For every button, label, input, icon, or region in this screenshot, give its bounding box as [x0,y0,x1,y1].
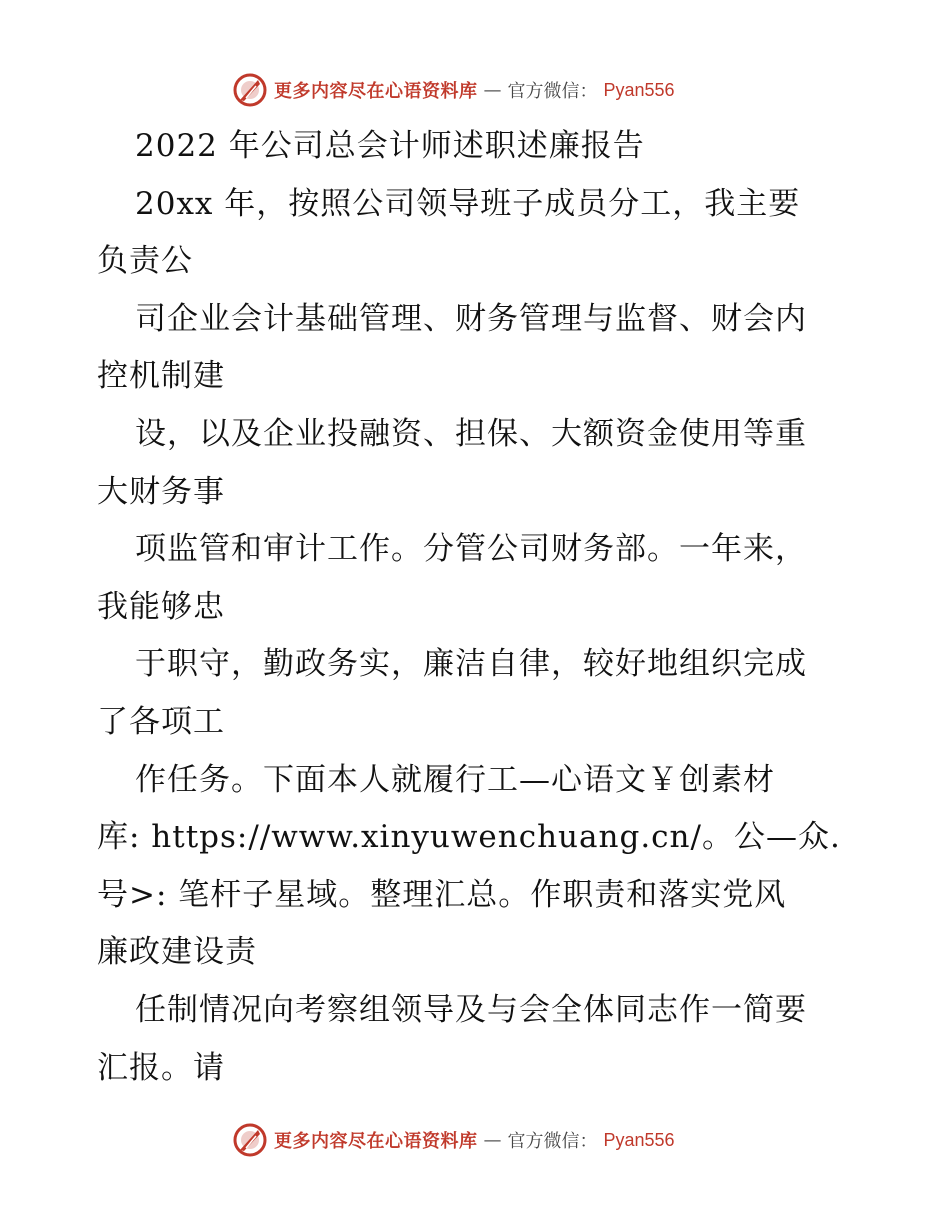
body-line: 了各项工 [97,703,225,740]
body-line: 司企业会计基础管理、财务管理与监督、财会内 [135,300,807,337]
watermark-separator: — [483,1129,502,1151]
watermark-separator: — [483,79,502,101]
header-watermark [232,70,675,110]
body-line: 作任务。下面本人就履行工—心语文￥创素材 [135,761,775,798]
watermark-wechat-id: Pyan556 [603,1129,675,1150]
document-body [97,118,857,1097]
document-title: 2022 年公司总会计师述职述廉报告 [135,128,645,164]
body-line: 20xx 年，按照公司领导班子成员分工，我主要 [135,185,801,222]
body-line: 大财务事 [97,473,225,510]
watermark-wechat-label: 官方微信： [507,81,598,102]
quill-circle-icon [232,72,268,108]
watermark-text: 更多内容尽在心语资料库 [274,1131,478,1152]
body-line-url: 库: https://www.xinyuwenchuang.cn/。公—众. [97,819,841,856]
body-line: 负责公 [97,243,193,280]
body-line: 号>: 笔杆子星域。整理汇总。作职责和落实党风 [97,876,787,913]
body-line: 项监管和审计工作。分管公司财务部。一年来， [135,531,807,568]
body-line: 我能够忠 [97,588,225,625]
body-line: 汇报。请 [97,1049,225,1086]
watermark-wechat-id: Pyan556 [603,79,675,100]
watermark-text: 更多内容尽在心语资料库 [274,81,478,102]
footer-watermark [232,1120,675,1160]
body-line: 设，以及企业投融资、担保、大额资金使用等重 [135,415,807,452]
body-line: 控机制建 [97,358,225,395]
body-line: 廉政建设责 [97,934,257,971]
body-line: 于职守，勤政务实，廉洁自律，较好地组织完成 [135,646,807,683]
quill-circle-icon [232,1122,268,1158]
watermark-wechat-label: 官方微信： [507,1131,598,1152]
body-line: 任制情况向考察组领导及与会全体同志作一简要 [135,991,807,1028]
